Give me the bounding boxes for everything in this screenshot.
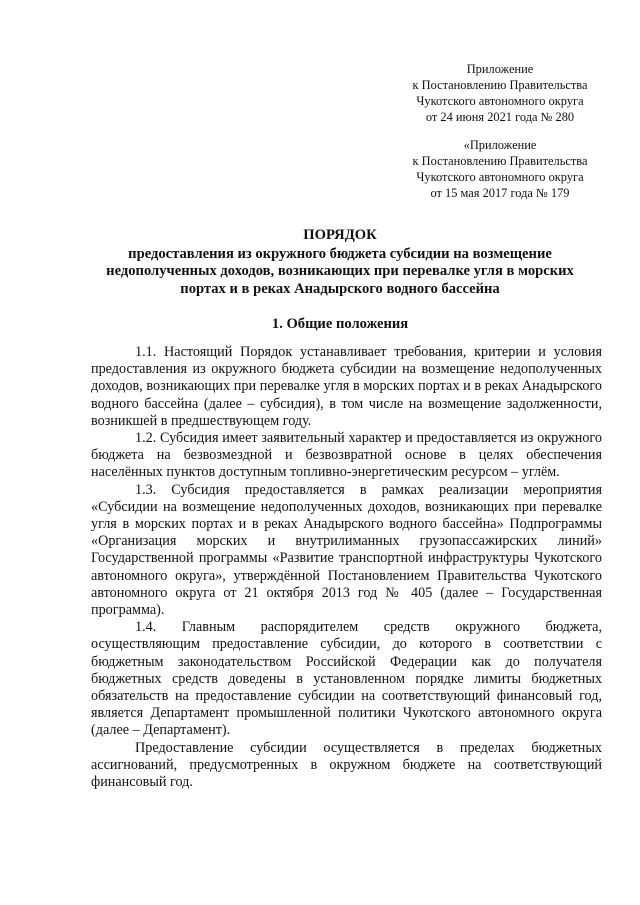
paragraph-1-4: 1.4. Главным распорядителем средств окружного бюджета, осуществляющим предоставление субсидии, до которого в соответствии с бюджетным законодательством Российской Федерации как до получателя бюджетных средств доведены в установленном порядке лимиты бюджетных обязательств на предоставление субсидии на соответствующий финансовый год, является Департамент промышленной политики Чукотского автономного округа (далее – Департамент). xyxy=(91,619,602,739)
document-subtitle-line-3: портах и в реках Анадырского водного бассейна xyxy=(180,280,500,297)
paragraph-budget-allocation: Предоставление субсидии осуществляется в пределах бюджетных ассигнований, предусмотренных в окружном бюджете на соответствующий финансовый год. xyxy=(91,739,602,791)
annex-current-line-2: к Постановлению Правительства xyxy=(412,78,588,92)
annex-original-line-1: «Приложение xyxy=(463,138,537,152)
annex-original-line-4: от 15 мая 2017 года № 179 xyxy=(430,186,570,200)
document-body xyxy=(91,344,602,791)
section-heading: 1. Общие положения xyxy=(271,316,409,332)
paragraph-1-2: 1.2. Субсидия имеет заявительный характер и предоставляется из окружного бюджета на безвозмездной и безвозвратной основе в целях обеспечения населённых пунктов доступным топливно-энергетическим ресурсом – углём. xyxy=(91,430,602,481)
paragraph-1-3: 1.3. Субсидия предоставляется в рамках реализации мероприятия «Субсидии на возмещение недополученных доходов, возникающих при перевалке угля в морских портах и в реках Анадырского водного бассейна» Подпрограммы «Организация морских и внутрилиманных грузопассажирских линий» Государственной программы «Развитие транспортной инфраструктуры Чукотского автономного округа», утверждённой Постановлением Правительства Чукотского автономного округа от 21 октября 2013 год № 405 (далее – Государственная программа). xyxy=(91,481,602,619)
paragraph-1-1: 1.1. Настоящий Порядок устанавливает требования, критерии и условия предоставления из окружного бюджета субсидии на возмещение недополученных доходов, возникающих при перевалке угля в морских портах и в реках Анадырского водного бассейна (далее – субсидия), в том числе на возмещение задолженности, возникшей в предшествующем году. xyxy=(91,344,602,429)
annex-current-header xyxy=(400,61,600,125)
annex-original-line-3: Чукотского автономного округа xyxy=(416,170,584,184)
annex-original-line-2: к Постановлению Правительства xyxy=(412,154,588,168)
annex-current-line-1: Приложение xyxy=(466,62,534,76)
annex-original-header xyxy=(400,137,600,201)
document-title-block xyxy=(80,227,600,298)
annex-current-line-3: Чукотского автономного округа xyxy=(416,94,584,108)
document-subtitle-line-1: предоставления из окружного бюджета субсидии на возмещение xyxy=(128,245,552,262)
annex-current-line-4: от 24 июня 2021 года № 280 xyxy=(425,110,575,124)
document-subtitle-line-2: недополученных доходов, возникающих при перевалке угля в морских xyxy=(106,263,574,279)
document-title: ПОРЯДОК xyxy=(303,227,377,243)
